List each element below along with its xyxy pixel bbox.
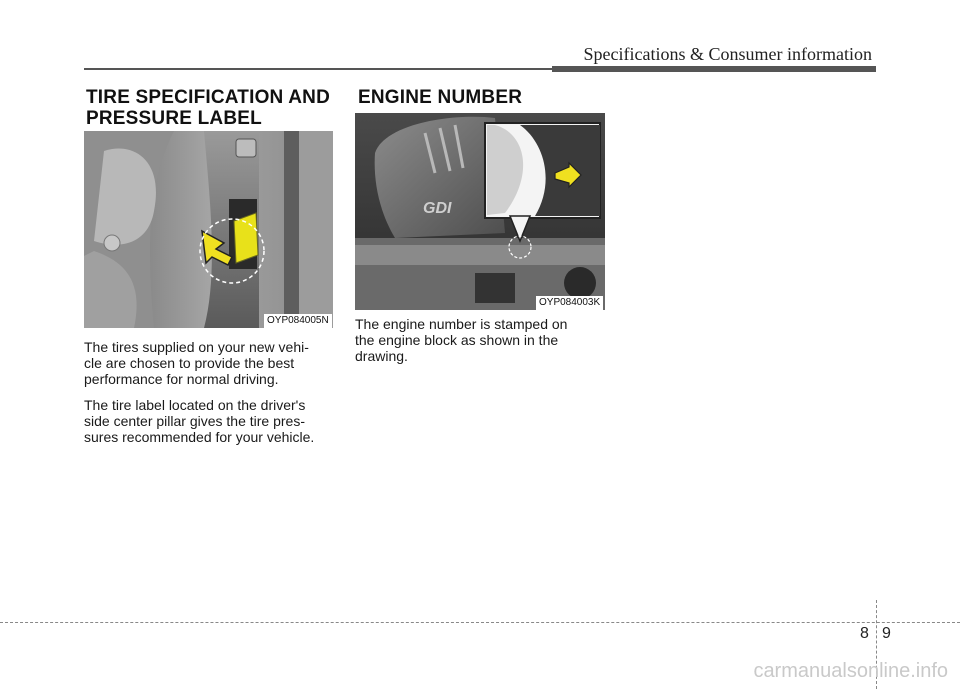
page-number: 9 [882,625,891,642]
tire-section-title [86,87,330,129]
engine-section-title: ENGINE NUMBER [358,87,523,108]
tire-p1-line3: performance for normal driving. [84,371,279,387]
tire-body-text [84,339,334,455]
tire-p1-line2: cle are chosen to provide the best [84,355,295,371]
engine-p-line2: the engine block as shown in the [355,332,559,348]
tire-p1-line1: The tires supplied on your new vehi- [84,339,309,355]
engine-number-photo [355,113,605,310]
engine-paragraph [355,316,605,364]
tire-title-line2: PRESSURE LABEL [86,108,262,129]
engine-bay-illustration [355,113,605,310]
engine-logo-text: GDI [423,200,452,217]
engine-image-code: OYP084003K [536,296,603,310]
tire-image-code: OYP084005N [264,314,332,328]
tire-p2-line2: side center pillar gives the tire pres- [84,413,305,429]
watermark: carmanualsonline.info [753,660,948,682]
tire-p2-line1: The tire label located on the driver's [84,397,306,413]
tire-label-photo [84,131,333,328]
header-rule-thick [552,66,876,72]
engine-body-text [355,316,605,374]
engine-p-line3: drawing. [355,348,408,364]
header-title: Specifications & Consumer information [583,44,872,64]
tire-title-line1: TIRE SPECIFICATION AND [86,87,331,108]
footer-dashed-line [0,622,960,623]
engine-p-line1: The engine number is stamped on [355,316,568,332]
tire-p2-line3: sures recommended for your vehicle. [84,429,315,445]
tire-paragraph-2 [84,397,334,445]
door-pillar-illustration [84,131,333,328]
page-section-number: 8 [860,625,869,642]
tire-paragraph-1 [84,339,334,387]
